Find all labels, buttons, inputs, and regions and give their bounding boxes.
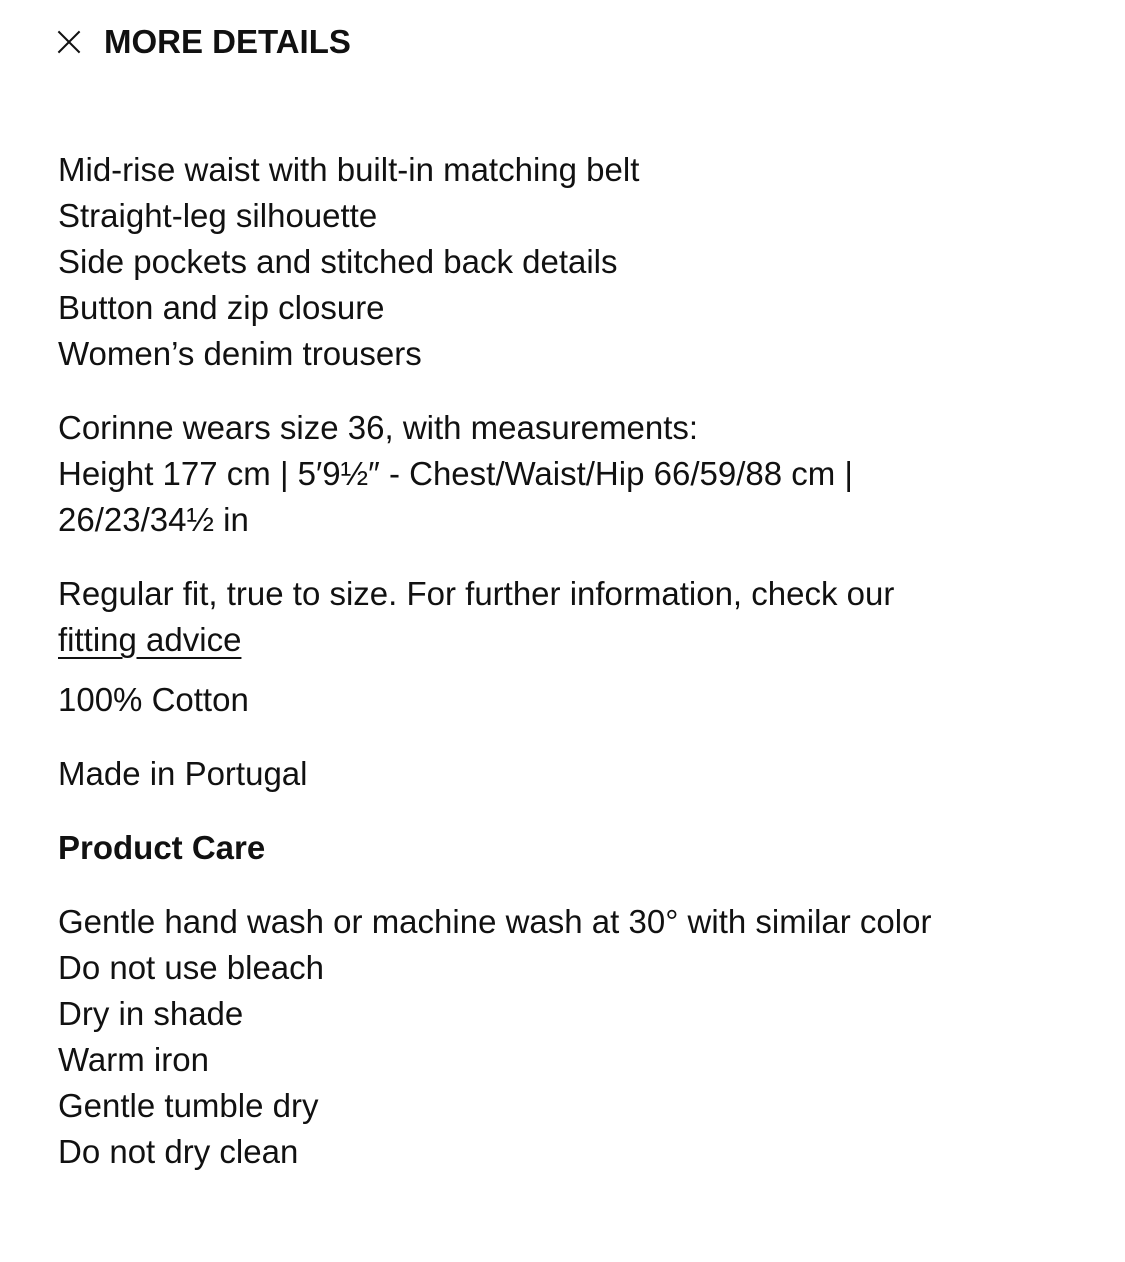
care-item: Gentle hand wash or machine wash at 30° with similar color [58,903,932,940]
fit-text: Regular fit, true to size. For further information, check our [58,575,895,612]
care-item: Do not dry clean [58,1133,299,1170]
origin-text: Made in Portugal [58,755,308,792]
model-measurements-line-2: 26/23/34½ in [58,501,249,538]
feature-item: Mid-rise waist with built-in matching belt [58,151,640,188]
product-care-title: Product Care [58,829,266,866]
care-list [58,899,1068,1175]
care-item: Gentle tumble dry [58,1087,319,1124]
composition-text: 100% Cotton [58,681,249,718]
feature-item: Side pockets and stitched back details [58,243,618,280]
feature-item: Button and zip closure [58,289,385,326]
header [56,20,351,64]
care-item: Do not use bleach [58,949,325,986]
origin [58,751,1068,797]
care-item: Warm iron [58,1041,209,1078]
feature-item: Women’s denim trousers [58,335,422,372]
feature-item: Straight-leg silhouette [58,197,378,234]
close-icon[interactable] [56,29,82,55]
details-content [58,147,1068,1203]
model-measurements [58,405,1068,543]
care-item: Dry in shade [58,995,244,1032]
fit-info [58,571,1068,663]
page-title: MORE DETAILS [104,23,351,60]
features-list [58,147,1068,377]
model-measurements-line-1: Height 177 cm | 5′9½″ - Chest/Waist/Hip 66/59/88 cm | [58,455,853,492]
fitting-advice-link[interactable]: fitting advice [58,621,242,658]
product-care-heading [58,825,1068,871]
model-intro: Corinne wears size 36, with measurements: [58,409,699,446]
composition [58,677,1068,723]
